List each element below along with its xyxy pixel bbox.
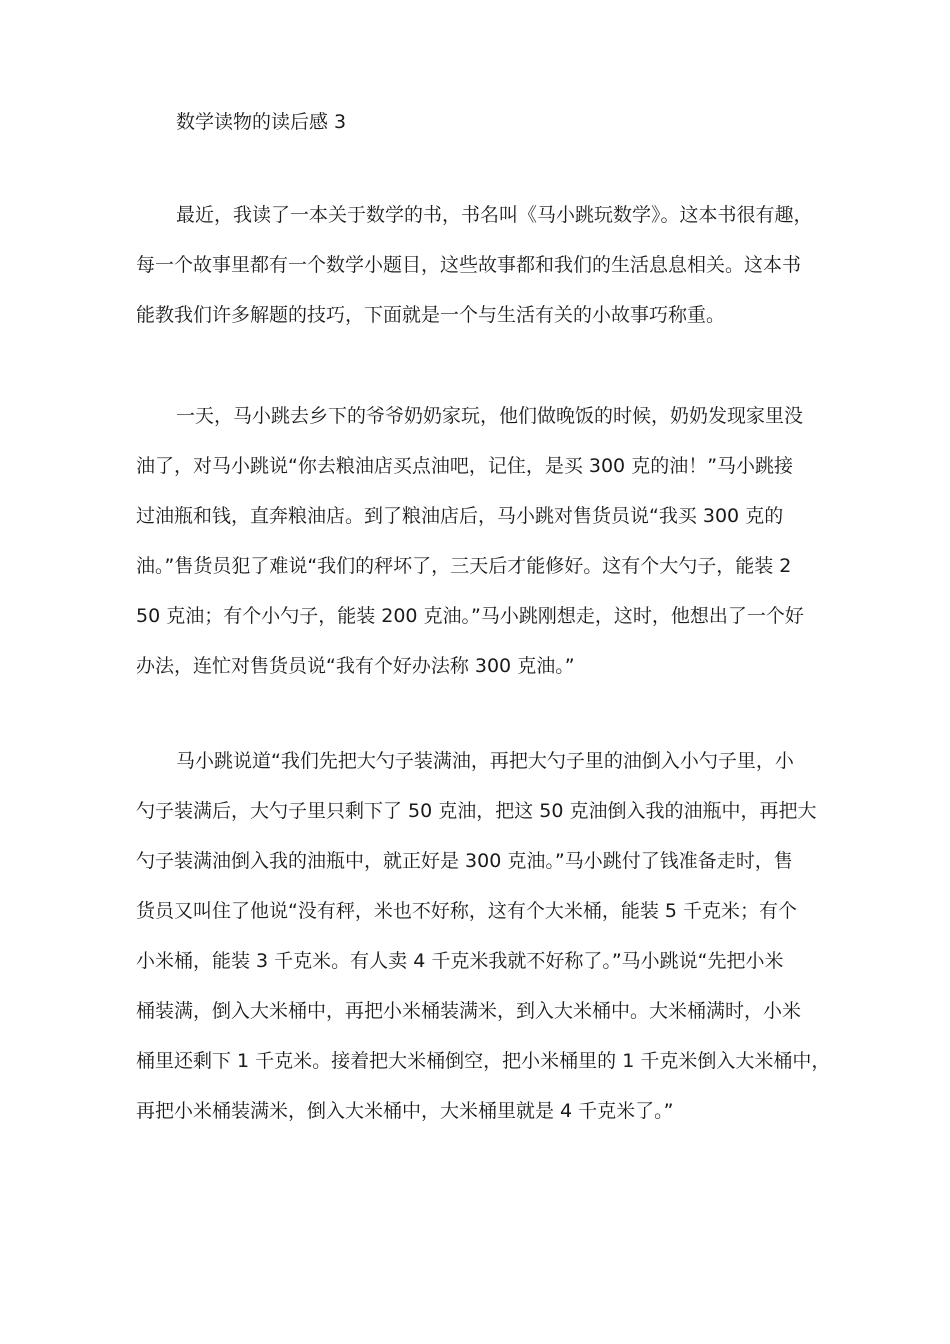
paragraph-line: 勺子装满后，大勺子里只剩下了 50 克油，把这 50 克油倒入我的油瓶中，再把大 <box>136 800 817 822</box>
paragraph-line: 50 克油；有个小勺子，能装 200 克油。”马小跳刚想走，这时，他想出了一个好 <box>136 605 804 627</box>
paragraph-line: 再把小米桶装满米，倒入大米桶中，大米桶里就是 4 千克米了。” <box>136 1100 674 1122</box>
paragraph-line: 每一个故事里都有一个数学小题目，这些故事都和我们的生活息息相关。这本书 <box>136 254 802 276</box>
paragraph-1 <box>136 190 826 340</box>
paragraph-line: 过油瓶和钱，直奔粮油店。到了粮油店后，马小跳对售货员说“我买 300 克的 <box>136 505 784 527</box>
paragraph-line: 小米桶，能装 3 千克米。有人卖 4 千克米我就不好称了。”马小跳说“先把小米 <box>136 950 784 972</box>
paragraph-line: 货员又叫住了他说“没有秤，米也不好称，这有个大米桶，能装 5 千克米；有个 <box>136 900 798 922</box>
paragraph-line: 桶里还剩下 1 千克米。接着把大米桶倒空，把小米桶里的 1 千克米倒入大米桶中， <box>136 1050 831 1072</box>
document-title: 数学读物的读后感 3 <box>176 111 347 133</box>
paragraph-line: 油了，对马小跳说“你去粮油店买点油吧，记住，是买 300 克的油！”马小跳接 <box>136 455 794 477</box>
paragraph-line: 油。”售货员犯了难说“我们的秤坏了，三天后才能修好。这有个大勺子，能装 2 <box>136 555 792 577</box>
paragraph-line: 最近，我读了一本关于数学的书，书名叫《马小跳玩数学》。这本书很有趣， <box>176 204 813 226</box>
paragraph-line: 桶装满，倒入大米桶中，再把小米桶装满米，到入大米桶中。大米桶满时，小米 <box>136 1000 802 1022</box>
paragraph-2 <box>136 391 826 691</box>
paragraph-line: 能教我们许多解题的技巧，下面就是一个与生活有关的小故事巧称重。 <box>136 304 726 326</box>
paragraph-line: 办法，连忙对售货员说“我有个好办法称 300 克油。” <box>136 655 575 677</box>
paragraph-3 <box>136 736 831 1136</box>
paragraph-line: 勺子装满油倒入我的油瓶中，就正好是 300 克油。”马小跳付了钱准备走时，售 <box>136 850 793 872</box>
paragraph-line: 一天，马小跳去乡下的爷爷奶奶家玩，他们做晚饭的时候，奶奶发现家里没 <box>176 405 804 427</box>
paragraph-line: 马小跳说道“我们先把大勺子装满油，再把大勺子里的油倒入小勺子里，小 <box>176 750 794 772</box>
